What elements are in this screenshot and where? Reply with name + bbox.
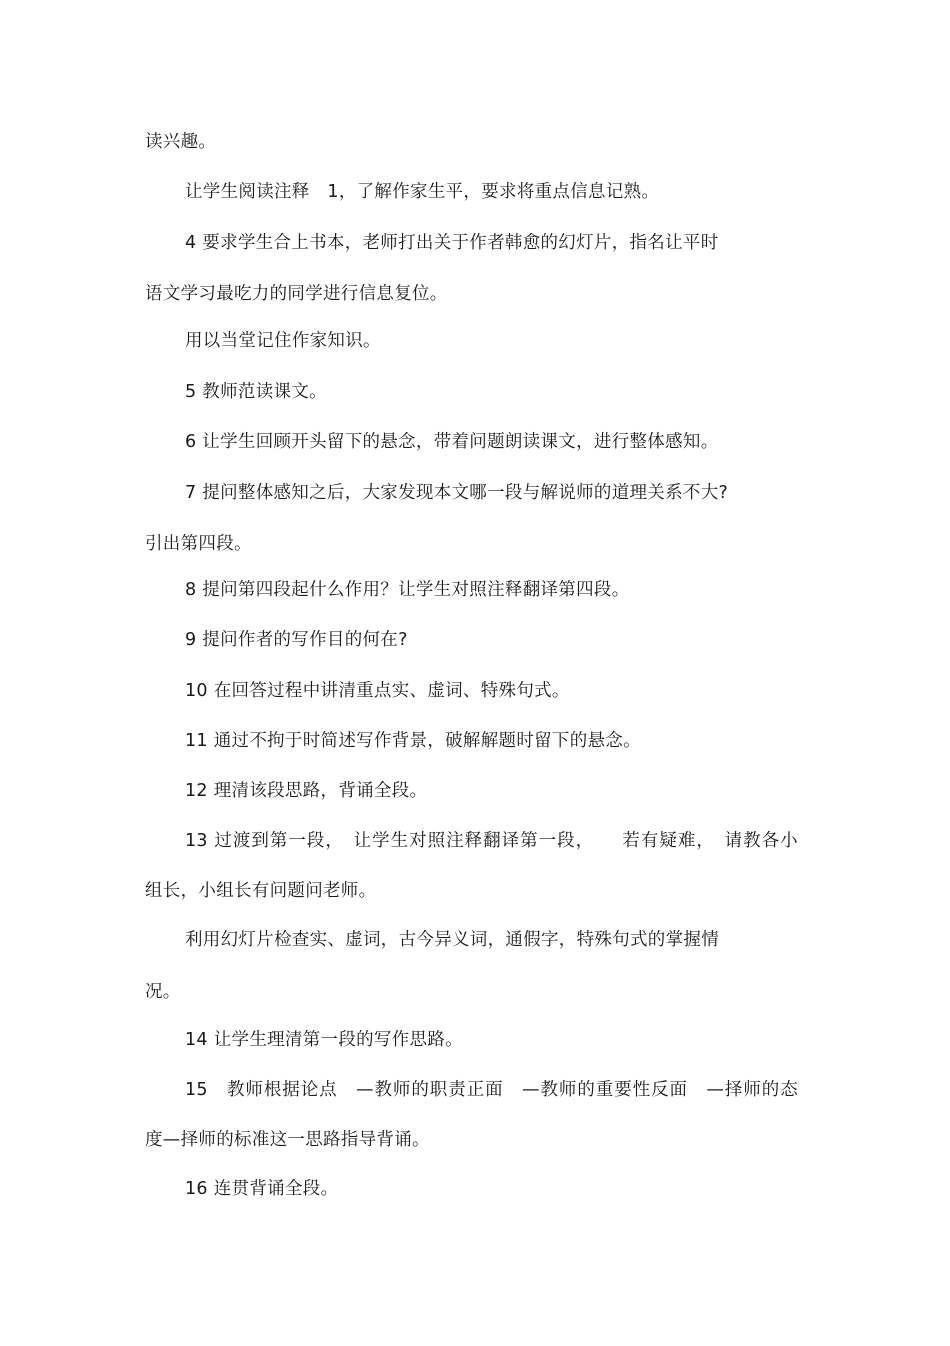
text-line: 8 提问第四段起什么作用？让学生对照注释翻译第四段。 xyxy=(185,580,630,600)
text-line: 读兴趣。 xyxy=(145,132,217,152)
text-line: 9 提问作者的写作目的何在? xyxy=(185,630,408,650)
text-line: 6 让学生回顾开头留下的悬念，带着问题朗读课文，进行整体感知。 xyxy=(185,432,719,452)
text-line: 引出第四段。 xyxy=(145,534,252,554)
text-line: 5 教师范读课文。 xyxy=(185,382,327,402)
text-line: 4 要求学生合上书本，老师打出关于作者韩愈的幻灯片，指名让平时 xyxy=(185,233,719,253)
text-line: 况。 xyxy=(145,982,181,1002)
text-line: 16 连贯背诵全段。 xyxy=(185,1179,339,1199)
text-line: 用以当堂记住作家知识。 xyxy=(185,331,381,351)
text-line: 7 提问整体感知之后，大家发现本文哪一段与解说师的道理关系不大? xyxy=(185,483,729,503)
text-line: 12 理清该段思路，背诵全段。 xyxy=(185,781,428,801)
text-line: 语文学习最吃力的同学进行信息复位。 xyxy=(145,284,448,304)
text-line: 15 教师根据论点 —教师的职责正面 —教师的重要性反面 —择师的态 xyxy=(185,1080,798,1100)
text-line: 10 在回答过程中讲清重点实、虚词、特殊句式。 xyxy=(185,681,570,701)
text-line: 组长，小组长有问题问老师。 xyxy=(145,881,377,901)
text-line: 11 通过不拘于时简述写作背景，破解解题时留下的悬念。 xyxy=(185,731,641,751)
text-line: 让学生阅读注释 1，了解作家生平，要求将重点信息记熟。 xyxy=(185,182,660,202)
text-line: 度—择师的标准这一思路指导背诵。 xyxy=(145,1130,430,1150)
text-line: 13 过渡到第一段， 让学生对照注释翻译第一段， 若有疑难， 请教各小 xyxy=(185,831,798,851)
text-line: 利用幻灯片检查实、虚词，古今异义词，通假字，特殊句式的掌握情 xyxy=(185,930,719,950)
text-line: 14 让学生理清第一段的写作思路。 xyxy=(185,1030,463,1050)
